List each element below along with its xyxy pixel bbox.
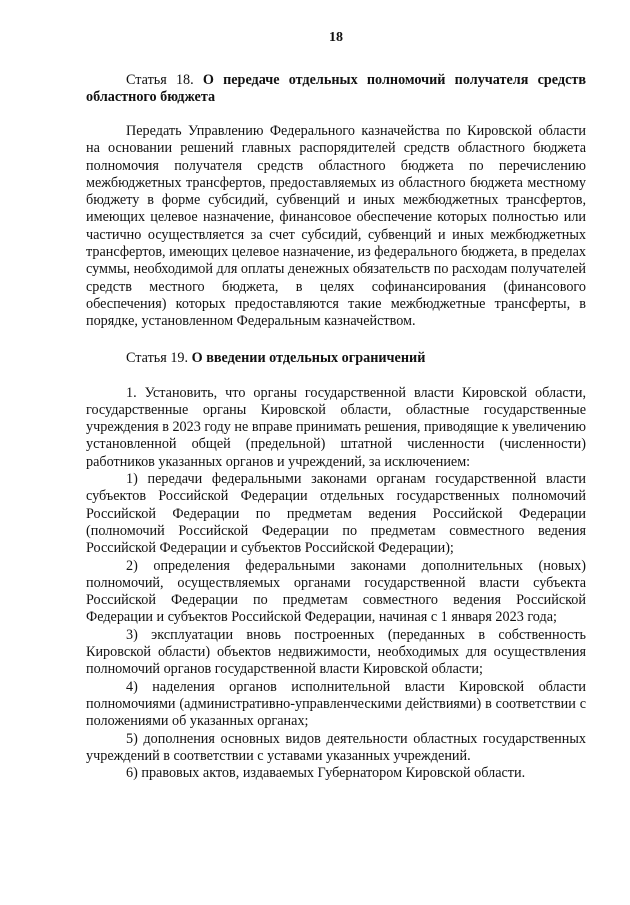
article-19-intro: 1. Установить, что органы государственной власти Кировской области, государственные органы Кировской области, областные государственные учреждения в 2023 году не вправе принимать решения, приводящие к увеличению установленной общей (предельной) штатной численности (численности) работников указанных органов и учреждений, за исключением: — [86, 384, 586, 470]
article-19-item-3: 3) эксплуатации вновь построенных (переданных в собственность Кировской области) объектов недвижимости, необходимых для осуществления полномочий органов государственной власти Кировской области; — [86, 626, 586, 678]
article-18-heading — [86, 72, 586, 106]
document-page — [86, 30, 586, 782]
article-19-heading — [86, 350, 586, 367]
article-19-item-6: 6) правовых актов, издаваемых Губернатором Кировской области. — [126, 765, 526, 782]
article-18-body: Передать Управлению Федерального казначейства по Кировской области на основании решений главных распорядителей средств областного бюджета полномочия получателя средств областного бюджета по перечислению межбюджетных трансфертов, предоставляемых из областного бюджета местному бюджету в форме субсидий, субвенций и иных межбюджетных трансфертов, имеющих целевое назначение, финансовое обеспечение которых полностью или частично осуществляется за счет субсидий, субвенций и иных межбюджетных трансфертов, имеющих целевое назначение, из федерального бюджета, в пределах суммы, необходимой для оплаты денежных обязательств по расходам получателей средств местного бюджета, в целях софинансирования (финансового обеспечения) которых предоставляются такие межбюджетные трансферты, в порядке, установленном Федеральным казначейством. — [86, 123, 586, 330]
spacer — [86, 331, 586, 350]
spacer — [86, 367, 586, 385]
article-18-title: О передаче отдельных полномочий получателя средств областного бюджета — [86, 72, 586, 105]
article-19-item-2: 2) определения федеральными законами дополнительных (новых) полномочий, осуществляемых органами государственной власти субъекта Российской Федерации по предметам совместного ведения Российской Федерации и субъектов Российской Федерации, начиная с 1 января 2023 года; — [86, 557, 586, 626]
article-19-item-4: 4) наделения органов исполнительной власти Кировской области полномочиями (административно-управленческими действиями) в соответствии с положениями об указанных органах; — [86, 678, 586, 730]
article-18-label: Статья 18. — [126, 72, 194, 88]
article-19-label: Статья 19. — [126, 349, 189, 366]
spacer — [86, 106, 586, 123]
page-number: 18 — [329, 30, 343, 45]
article-19-item-1: 1) передачи федеральными законами органам государственной власти субъектов Российской Федерации отдельных государственных полномочий Российской Федерации по предметам ведения Российской Федерации (полномочий Российской Федерации по предметам совместного ведения Российской Федерации и субъектов Российской Федерации); — [86, 471, 586, 557]
article-19-title: О введении отдельных ограничений — [191, 349, 426, 366]
article-19-item-5: 5) дополнения основных видов деятельности областных государственных учреждений в соответствии с уставами указанных учреждений. — [86, 730, 586, 764]
